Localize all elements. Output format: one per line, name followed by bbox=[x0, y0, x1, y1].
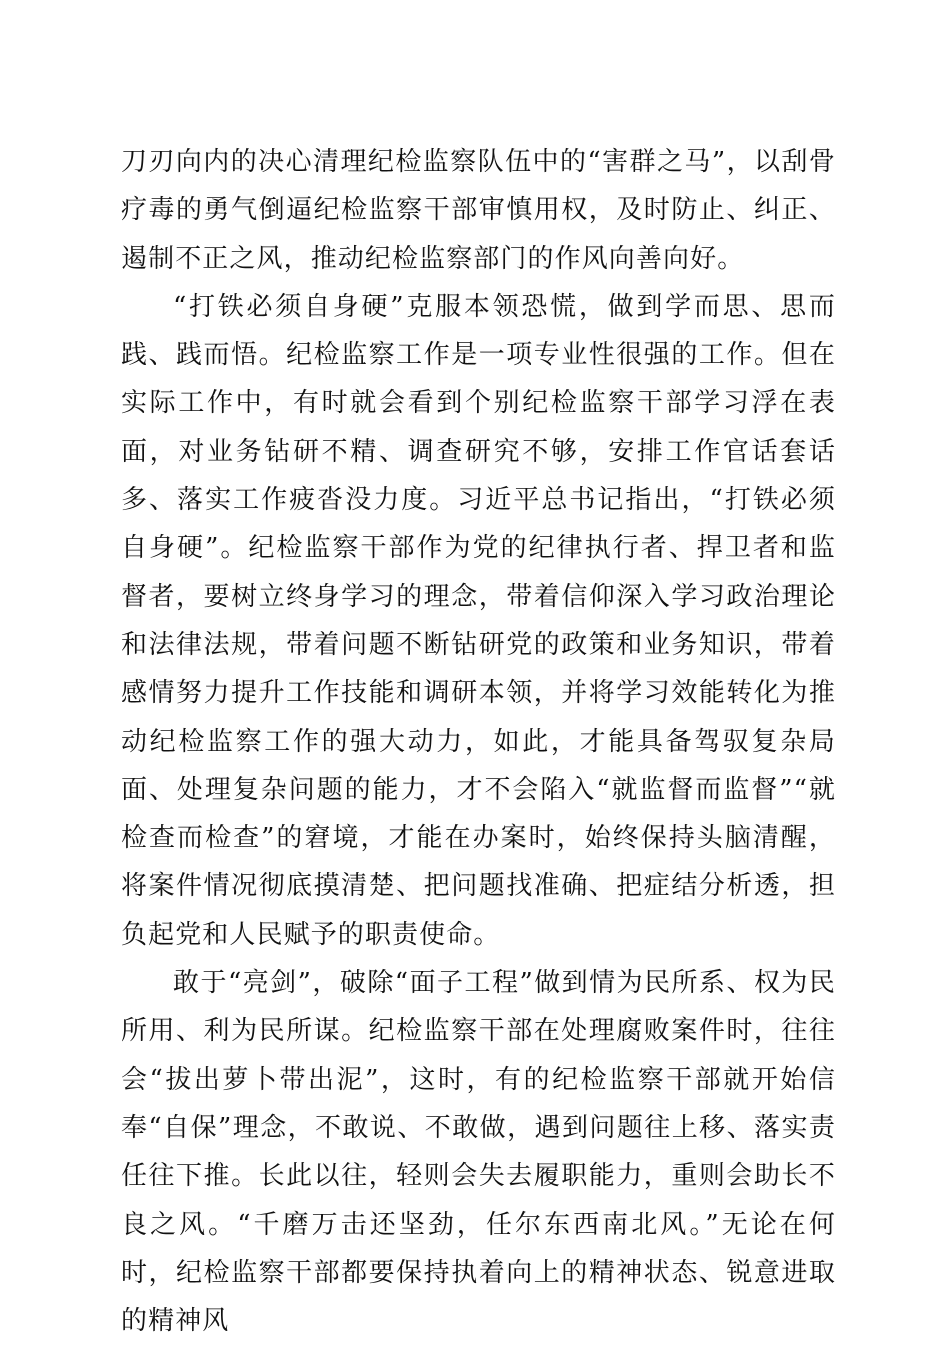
document-body bbox=[121, 138, 836, 1345]
paragraph-self-discipline: “打铁必须自身硬”克服本领恐慌，做到学而思、思而践、践而悟。纪检监察工作是一项专业性很强的工作。但在实际工作中，有时就会看到个别纪检监察干部学习浮在表面，对业务钻研不精、调查研究不够，安排工作官话套话多、落实工作疲沓没力度。习近平总书记指出，“打铁必须自身硬”。纪检监察干部作为党的纪律执行者、捍卫者和监督者，要树立终身学习的理念，带着信仰深入学习政治理论和法律法规，带着问题不断钻研党的政策和业务知识，带着感情努力提升工作技能和调研本领，并将学习效能转化为推动纪检监察工作的强大动力，如此，才能具备驾驭复杂局面、处理复杂问题的能力，才不会陷入“就监督而监督”“就检查而检查”的窘境，才能在办案时，始终保持头脑清醒，将案件情况彻底摸清楚、把问题找准确、把症结分析透，担负起党和人民赋予的职责使命。 bbox=[121, 291, 836, 950]
paragraph-show-the-sword: 敢于“亮剑”，破除“面子工程”做到情为民所系、权为民所用、利为民所谋。纪检监察干部在处理腐败案件时，往往会“拔出萝卜带出泥”，这时，有的纪检监察干部就开始信奉“自保”理念，不敢说、不敢做，遇到问题往上移、落实责任往下推。长此以往，轻则会失去履职能力，重则会助长不良之风。“千磨万击还坚劲，任尔东西南北风。”无论在何时，纪检监察干部都要保持执着向上的精神状态、锐意进取的精神风 bbox=[121, 968, 836, 1337]
paragraph-continuation: 刀刃向内的决心清理纪检监察队伍中的“害群之马”，以刮骨疗毒的勇气倒逼纪检监察干部审慎用权，及时防止、纠正、遏制不正之风，推动纪检监察部门的作风向善向好。 bbox=[121, 147, 836, 274]
